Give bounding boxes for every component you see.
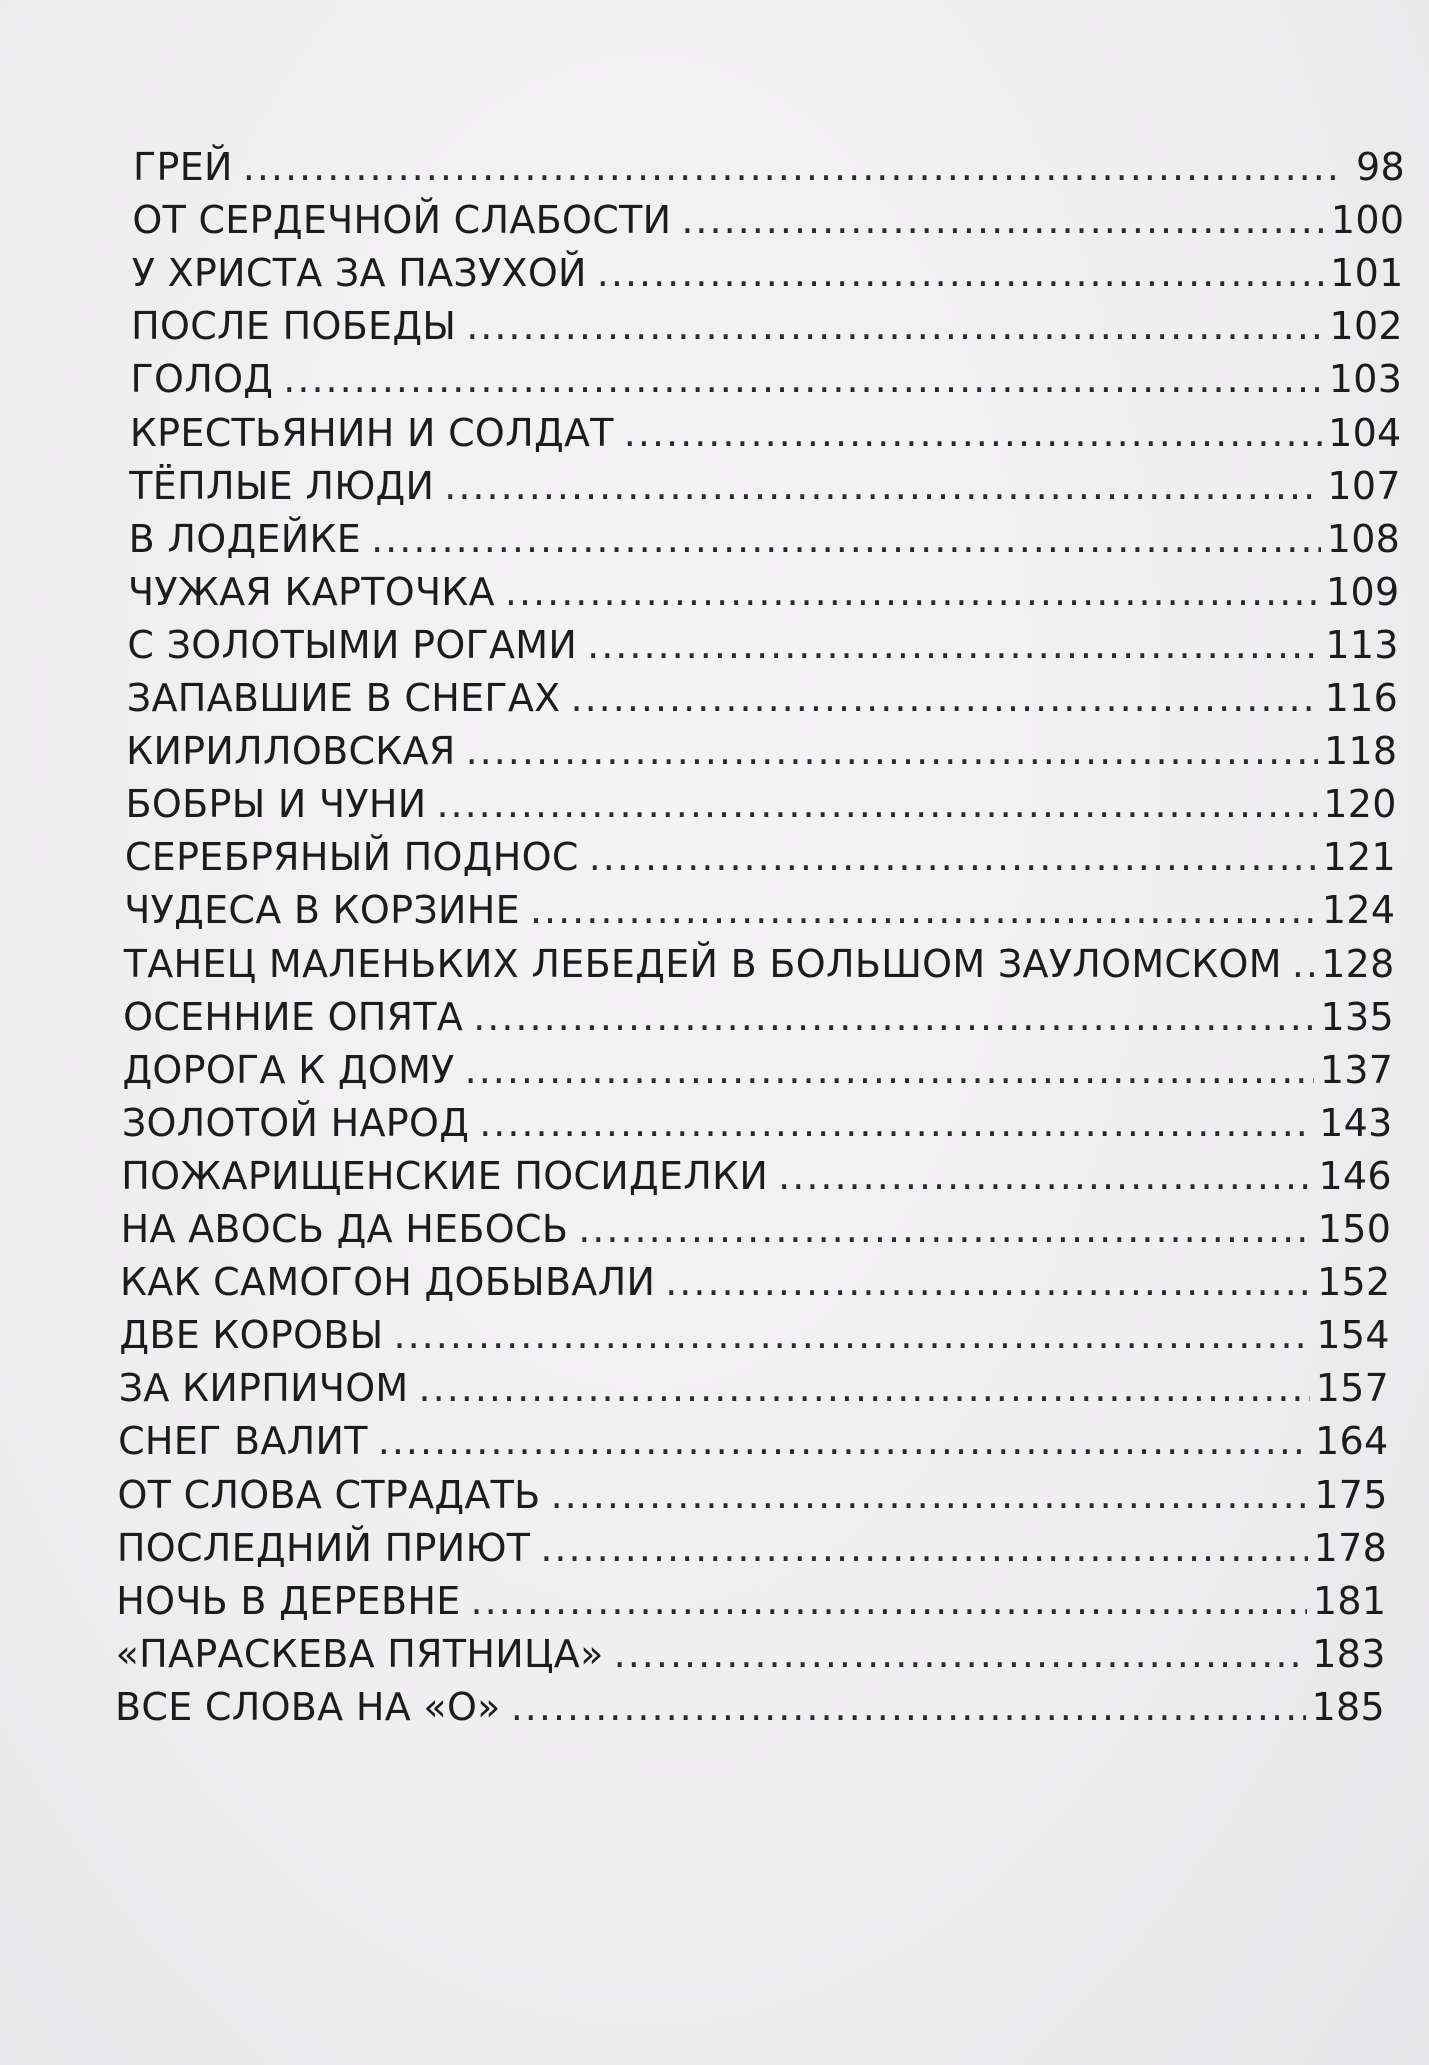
toc-entry <box>129 464 1401 516</box>
toc-entry <box>124 888 1395 940</box>
toc-entry-page-number: 101 <box>1330 251 1404 296</box>
toc-entry-title: ГОЛОД <box>130 357 274 402</box>
dot-leader <box>624 411 1322 455</box>
toc-entry <box>116 1579 1386 1631</box>
dot-leader <box>471 1579 1307 1623</box>
toc-entry-title: С ЗОЛОТЫМИ РОГАМИ <box>127 622 578 667</box>
toc-entry-page-number: 154 <box>1316 1313 1390 1358</box>
toc-entry-title: ВСЕ СЛОВА НА «О» <box>115 1684 501 1729</box>
toc-entry-title: ЧУЖАЯ КАРТОЧКА <box>128 569 495 614</box>
toc-entry <box>121 1154 1392 1206</box>
toc-entry-title: ОТ СЕРДЕЧНОЙ СЛАБОСТИ <box>132 198 672 243</box>
toc-entry-title: ДОРОГА К ДОМУ <box>122 1047 455 1092</box>
dot-leader <box>283 357 1323 401</box>
toc-entry <box>119 1366 1389 1418</box>
toc-entry-page-number: 98 <box>1356 145 1405 189</box>
toc-entry-page-number: 178 <box>1313 1525 1388 1570</box>
dot-leader <box>571 676 1319 720</box>
toc-entry-page-number: 102 <box>1329 304 1403 349</box>
toc-entry-title: ЧУДЕСА В КОРЗИНЕ <box>124 888 520 933</box>
toc-entry-page-number: 185 <box>1311 1684 1385 1729</box>
dot-leader <box>243 145 1341 189</box>
dot-leader <box>589 835 1317 879</box>
toc-entry-page-number: 157 <box>1315 1366 1390 1411</box>
dot-leader <box>1292 942 1315 986</box>
toc-entry-page-number: 118 <box>1323 729 1398 774</box>
toc-entry-page-number: 152 <box>1317 1260 1391 1305</box>
dot-leader <box>436 782 1317 826</box>
toc-entry-title: НА АВОСЬ ДА НЕБОСЬ <box>120 1207 569 1251</box>
toc-entry-title: ОСЕННИЕ ОПЯТА <box>123 994 464 1039</box>
toc-entry-title: В ЛОДЕЙКЕ <box>128 516 362 561</box>
toc-entry-title: ОТ СЛОВА СТРАДАТЬ <box>117 1472 541 1517</box>
toc-entry-title: НОЧЬ В ДЕРЕВНЕ <box>116 1578 461 1623</box>
toc-entry-page-number: 124 <box>1321 888 1396 933</box>
toc-entry <box>129 517 1401 569</box>
toc-entry-title: ГРЕЙ <box>133 145 233 189</box>
toc-entry-title: ПОСЛЕДНИЙ ПРИЮТ <box>116 1525 531 1570</box>
toc-entry-title: ЗАПАВШИЕ В СНЕГАХ <box>126 676 561 720</box>
toc-entry <box>121 1207 1392 1259</box>
dot-leader <box>587 623 1319 667</box>
dot-leader <box>419 1366 1310 1410</box>
toc-entry-title: ТЁПЛЫЕ ЛЮДИ <box>129 463 435 508</box>
toc-entry-title: ТАНЕЦ МАЛЕНЬКИХ ЛЕБЕДЕЙ В БОЛЬШОМ ЗАУЛОМСКОМ <box>123 941 1282 986</box>
toc-entry <box>125 835 1396 887</box>
toc-entry-page-number: 137 <box>1319 1047 1394 1092</box>
toc-entry-page-number: 150 <box>1317 1207 1392 1251</box>
toc-entry <box>120 1260 1391 1312</box>
toc-entry-page-number: 103 <box>1328 357 1403 402</box>
toc-entry <box>122 1101 1393 1153</box>
toc-entry-page-number: 109 <box>1326 569 1400 614</box>
toc-entry <box>119 1313 1389 1365</box>
toc-entry-page-number: 183 <box>1312 1631 1386 1676</box>
dot-leader <box>466 304 1323 348</box>
dot-leader <box>597 251 1324 295</box>
toc-entry <box>133 145 1405 197</box>
dot-leader <box>505 570 1320 614</box>
toc-entry-title: ДВЕ КОРОВЫ <box>119 1313 384 1358</box>
dot-leader <box>578 1207 1312 1251</box>
toc-entry-page-number: 135 <box>1320 994 1394 1039</box>
toc-entry <box>131 357 1403 409</box>
toc-entry-page-number: 181 <box>1312 1578 1387 1623</box>
toc-entry-page-number: 108 <box>1326 516 1401 561</box>
toc-entry <box>126 729 1397 781</box>
dot-leader <box>394 1313 1311 1357</box>
toc-entry-page-number: 113 <box>1325 622 1399 667</box>
toc-entry <box>127 623 1398 675</box>
dot-leader <box>466 729 1318 773</box>
toc-entry-page-number: 104 <box>1328 410 1402 455</box>
toc-entry <box>132 251 1404 303</box>
dot-leader <box>665 1260 1311 1304</box>
toc-entry <box>122 1048 1393 1100</box>
toc-entry <box>127 676 1398 728</box>
dot-leader <box>444 464 1321 508</box>
dot-leader <box>778 1154 1312 1198</box>
toc-entry <box>117 1473 1387 1525</box>
toc-entry-title: КРЕСТЬЯНИН И СОЛДАТ <box>129 410 614 455</box>
dot-leader <box>465 1048 1314 1092</box>
toc-entry <box>123 995 1394 1047</box>
toc-entry <box>116 1632 1386 1684</box>
dot-leader <box>614 1632 1307 1676</box>
toc-entry-page-number: 120 <box>1323 782 1397 827</box>
toc-entry-title: У ХРИСТА ЗА ПАЗУХОЙ <box>131 251 587 296</box>
dot-leader <box>378 1419 1309 1463</box>
toc-entry-page-number: 146 <box>1318 1153 1392 1198</box>
toc-entry-page-number: 128 <box>1321 941 1395 986</box>
toc-entry <box>132 198 1404 250</box>
toc-entry-title: ЗА КИРПИЧОМ <box>118 1366 409 1411</box>
toc-entry <box>126 782 1397 834</box>
toc-entry <box>130 411 1402 463</box>
toc-entry-title: ЗОЛОТОЙ НАРОД <box>121 1100 470 1145</box>
toc-entry <box>131 304 1403 356</box>
toc-entry-title: «ПАРАСКЕВА ПЯТНИЦА» <box>115 1631 604 1676</box>
dot-leader <box>479 1101 1313 1145</box>
dot-leader <box>530 888 1316 932</box>
toc-entry-title: ПОСЛЕ ПОБЕДЫ <box>131 304 457 349</box>
dot-leader <box>540 1526 1307 1570</box>
toc-entry-title: КИРИЛЛОВСКАЯ <box>126 729 456 774</box>
toc-entry-page-number: 164 <box>1315 1419 1389 1464</box>
toc-entry-title: СЕРЕБРЯНЫЙ ПОДНОС <box>124 835 579 880</box>
toc-entry <box>115 1685 1385 1737</box>
toc-entry-title: КАК САМОГОН ДОБЫВАЛИ <box>119 1260 656 1305</box>
dot-leader <box>473 995 1314 1039</box>
toc-entry-page-number: 121 <box>1322 835 1397 880</box>
toc-entry-title: БОБРЫ И ЧУНИ <box>125 782 427 827</box>
toc-entry-title: ПОЖАРИЩЕНСКИЕ ПОСИДЕЛКИ <box>121 1153 769 1198</box>
toc-entry <box>128 570 1399 622</box>
toc-entry-page-number: 175 <box>1314 1472 1388 1517</box>
toc-entry-page-number: 107 <box>1327 463 1401 508</box>
toc-entry-page-number: 143 <box>1319 1100 1393 1145</box>
dot-leader <box>511 1685 1306 1729</box>
dot-leader <box>551 1473 1309 1517</box>
toc-entry <box>117 1526 1387 1578</box>
toc-entry-page-number: 116 <box>1324 676 1399 720</box>
dot-leader <box>681 198 1325 242</box>
toc-entry <box>124 942 1395 994</box>
toc-entry <box>118 1419 1388 1471</box>
dot-leader <box>371 517 1321 561</box>
toc-entry-page-number: 100 <box>1330 198 1405 243</box>
toc-entry-title: СНЕГ ВАЛИТ <box>118 1419 368 1464</box>
